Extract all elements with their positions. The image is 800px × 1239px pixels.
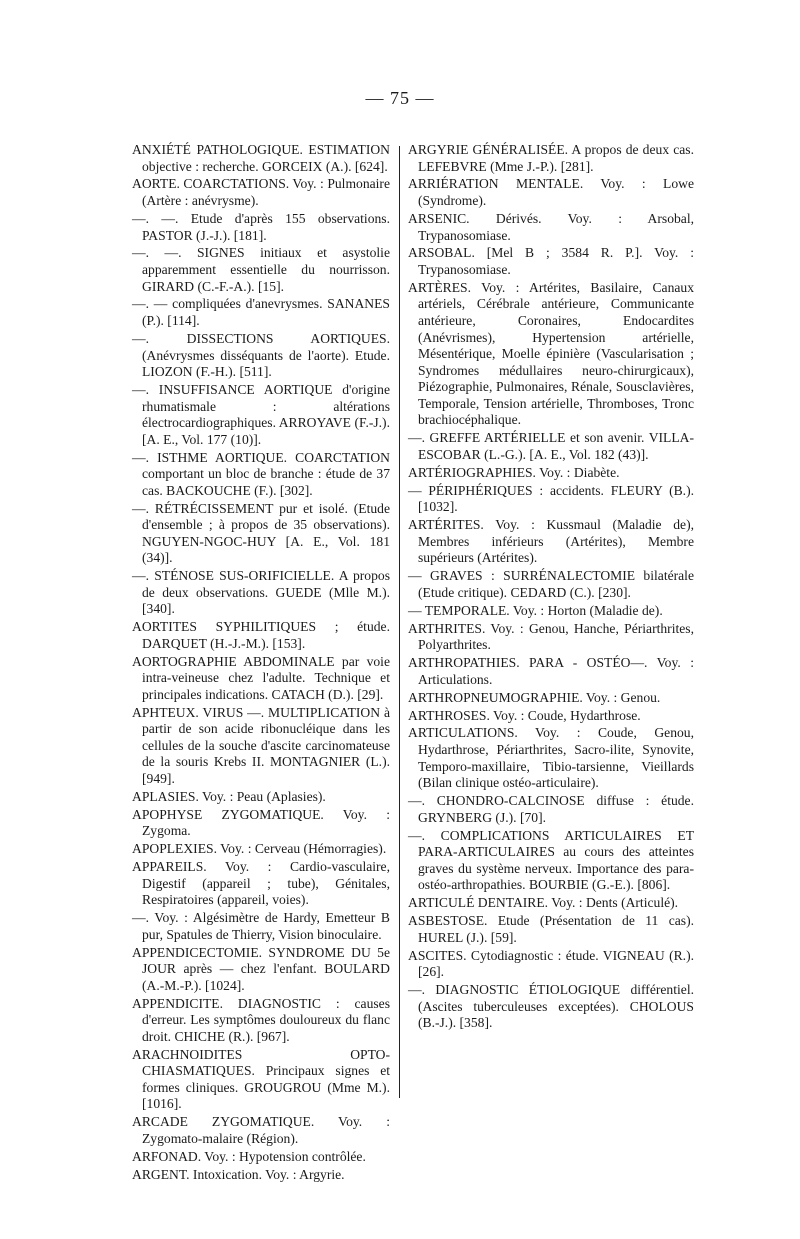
index-entry: ARTÈRES. Voy. : Artérites, Basilaire, Canaux artériels, Cérébrale antérieure, Communicante antérieure, Coronaires, Endocardites (Anévrismes), Hypertension artérielle, Mésentérique, Moelle épinière (Vascularisation ; Syndromes médullaires neuro-chirurgicaux), Piézographie, Pulmonaires, Rénale, Sousclavières, Temporale, Tension artérielle, Thromboses, Tronc brachiocéphalique. xyxy=(408,279,694,428)
index-entry: ARRIÉRATION MENTALE. Voy. : Lowe (Syndrome). xyxy=(408,176,694,209)
index-entry: APLASIES. Voy. : Peau (Aplasies). xyxy=(132,788,326,804)
index-entry: —. Voy. : Algésimètre de Hardy, Emetteur B pur, Spatules de Thierry, Vision binoculaire. xyxy=(132,910,390,942)
index-entry: —. CHONDRO-CALCINOSE diffuse : étude. GRYNBERG (J.). [70]. xyxy=(408,793,694,825)
index-entry: APHTEUX. VIRUS —. MULTIPLICATION à partir de son acide ribonucléique dans les cellules de la souche d'ascite carcinomateuse de la souris Krebs II. MONTAGNIER (L.). [949]. xyxy=(132,704,390,786)
index-entry: APPAREILS. Voy. : Cardio-vasculaire, Digestif (appareil ; tube), Génitales, Respiratoires (appareil, voies). xyxy=(132,859,390,908)
index-entry: ASBESTOSE. Etude (Présentation de 11 cas). HUREL (J.). [59]. xyxy=(408,913,694,945)
index-entry: ARTHRITES. Voy. : Genou, Hanche, Périarthrites, Polyarthrites. xyxy=(408,620,694,653)
page-number: — 75 — xyxy=(365,88,435,108)
index-entry: ARSENIC. Dérivés. Voy. : Arsobal, Trypanosomiase. xyxy=(408,210,694,243)
index-entry: APPENDICITE. DIAGNOSTIC : causes d'erreur. Les symptômes douloureux du flanc droit. CHICHE (R.). [967]. xyxy=(132,995,390,1044)
right-column xyxy=(408,142,694,1033)
index-entry: ARCADE ZYGOMATIQUE. Voy. : Zygomato-malaire (Région). xyxy=(132,1114,390,1146)
index-entry: ARTHROPATHIES. PARA - OSTÉO—. Voy. : Articulations. xyxy=(408,655,694,687)
index-entry: ARGYRIE GÉNÉRALISÉE. A propos de deux cas. LEFEBVRE (Mme J.-P.). [281]. xyxy=(408,142,694,174)
index-entry: APPENDICECTOMIE. SYNDROME DU 5e JOUR après — chez l'enfant. BOULARD (A.-M.-P.). [1024]. xyxy=(132,944,390,993)
index-entry: AORTE. COARCTATIONS. Voy. : Pulmonaire (Artère : anévrysme). xyxy=(132,176,390,209)
index-entry: —. DIAGNOSTIC ÉTIOLOGIQUE différentiel. (Ascites tuberculeuses exceptées). CHOLOUS (B.-J.). [358]. xyxy=(408,982,694,1031)
index-entry: — PÉRIPHÉRIQUES : accidents. FLEURY (B.). [1032]. xyxy=(408,482,694,515)
index-entry: —. —. SIGNES initiaux et asystolie apparemment essentielle du nourrisson. GIRARD (C.-F.-A.). [15]. xyxy=(132,245,390,294)
index-entry: ANXIÉTÉ PATHOLOGIQUE. ESTIMATION objective : recherche. GORCEIX (A.). [624]. xyxy=(132,142,390,174)
column-divider xyxy=(399,146,400,1098)
index-entry: ARTICULATIONS. Voy. : Coude, Genou, Hydarthrose, Périarthrites, Sacro-ilite, Synovite, Temporo-maxillaire, Tibio-tarsienne, Vieillards (Bilan clinique ostéo-articulaire). xyxy=(408,725,694,791)
index-entry: ARTICULÉ DENTAIRE. Voy. : Dents (Articulé). xyxy=(408,895,679,911)
index-entry: —. STÉNOSE SUS-ORIFICIELLE. A propos de deux observations. GUEDE (Mlle M.). [340]. xyxy=(132,568,390,617)
index-entry: ARTHROSES. Voy. : Coude, Hydarthrose. xyxy=(408,707,641,723)
index-entry: ASCITES. Cytodiagnostic : étude. VIGNEAU (R.). [26]. xyxy=(408,947,694,980)
index-entry: ARTÉRITES. Voy. : Kussmaul (Maladie de), Membres inférieurs (Artérites), Membre supérieurs (Artérites). xyxy=(408,517,694,566)
index-entry: —. GREFFE ARTÉRIELLE et son avenir. VILLA-ESCOBAR (L.-G.). [A. E., Vol. 182 (43)]. xyxy=(408,430,694,462)
index-entry: ARACHNOIDITES OPTO-CHIASMATIQUES. Principaux signes et formes cliniques. GROUGROU (Mme M.). [1016]. xyxy=(132,1046,390,1112)
index-entry: AORTOGRAPHIE ABDOMINALE par voie intra-veineuse chez l'adulte. Technique et principales indications. CATACH (D.). [29]. xyxy=(132,653,390,702)
index-entry: ARSOBAL. [Mel B ; 3584 R. P.]. Voy. : Trypanosomiase. xyxy=(408,245,694,277)
index-entry: — GRAVES : SURRÉNALECTOMIE bilatérale (Etude critique). CEDARD (C.). [230]. xyxy=(408,568,694,600)
index-entry: ARFONAD. Voy. : Hypotension contrôlée. xyxy=(132,1148,366,1164)
index-entry: ARTHROPNEUMOGRAPHIE. Voy. : Genou. xyxy=(408,689,661,705)
index-entry: APOPHYSE ZYGOMATIQUE. Voy. : Zygoma. xyxy=(132,806,390,839)
index-entry: —. DISSECTIONS AORTIQUES. (Anévrysmes disséquants de l'aorte). Etude. LIOZON (F.-H.). [511]. xyxy=(132,330,390,380)
index-entry: —. — compliquées d'anevrysmes. SANANES (P.). [114]. xyxy=(132,296,390,329)
index-entry: ARTÉRIOGRAPHIES. Voy. : Diabète. xyxy=(408,464,620,480)
left-column xyxy=(132,142,390,1185)
index-entry: —. COMPLICATIONS ARTICULAIRES ET PARA-ARTICULAIRES au cours des atteintes graves du système nerveux. Importance des para-ostéo-arthropathies. BOURBIE (G.-E.). [806]. xyxy=(408,827,694,893)
index-entry: ARGENT. Intoxication. Voy. : Argyrie. xyxy=(132,1166,345,1182)
index-entry: —. ISTHME AORTIQUE. COARCTATION comportant un bloc de branche : étude de 37 cas. BACKOUCHE (F.). [302]. xyxy=(132,449,390,498)
index-entry: —. INSUFFISANCE AORTIQUE d'origine rhumatismale : altérations électrocardiographiques. ARROYAVE (F.-J.). [A. E., Vol. 177 (10)]. xyxy=(132,382,390,447)
index-entry: AORTITES SYPHILITIQUES ; étude. DARQUET (H.-J.-M.). [153]. xyxy=(132,619,390,651)
index-entry: APOPLEXIES. Voy. : Cerveau (Hémorragies). xyxy=(132,841,387,857)
index-entry: —. RÉTRÉCISSEMENT pur et isolé. (Etude d'ensemble ; à propos de 35 observations). NGUYEN-NGOC-HUY [A. E., Vol. 181 (34)]. xyxy=(132,500,390,566)
index-entry: — TEMPORALE. Voy. : Horton (Maladie de). xyxy=(408,602,663,618)
index-entry: —. —. Etude d'après 155 observations. PASTOR (J.-J.). [181]. xyxy=(132,210,390,243)
